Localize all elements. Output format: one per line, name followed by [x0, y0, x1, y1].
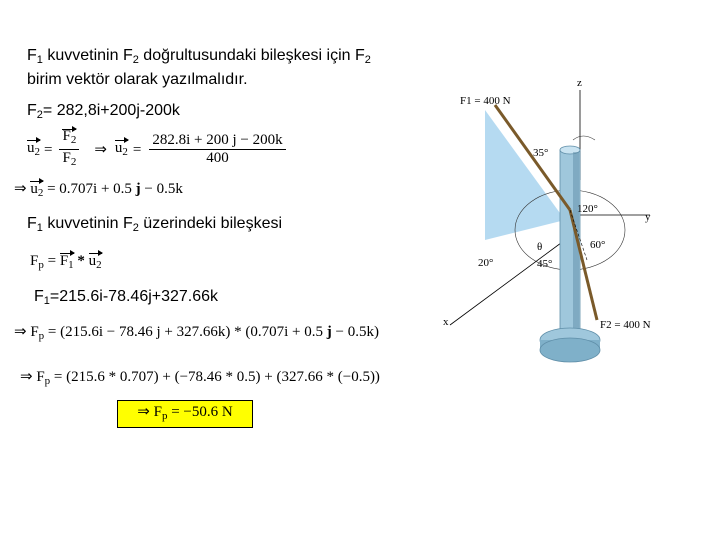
projection-formula: $F_p = F_1 * u_2$: [30, 252, 102, 274]
base-bottom: [540, 338, 600, 362]
angle-45-label: 45°: [537, 258, 553, 270]
f1-vector-text: $F_1=215.6i-78.46j+327.66k$: [34, 288, 219, 307]
f2-vector-text: $F_2= 282,8i+200j-200k$: [27, 102, 180, 121]
unit-fraction-rhs: $\frac{282.8i + 200 j - 200k}{400}$: [149, 132, 285, 167]
equation-2: ⇒ $F_p = (215.6 * 0.707) + (-78.46 * 0.5) + (327.66 * (-0.5))$: [20, 369, 380, 387]
u2-symbol: $u_2$: [27, 139, 40, 161]
axis-y-label: y: [645, 211, 651, 223]
intro-line-1: $F_1$ kuvvetinin $F_2$ doğrultusundaki bileşkesi için $F_2$: [27, 47, 371, 66]
angle-arc-35: [573, 136, 595, 140]
axis-z-label: z: [577, 77, 582, 89]
intro-text: [27, 46, 427, 90]
f1-label: F1 = 400 N: [460, 95, 511, 107]
unit-vector-result: ⇒ $u_2 = 0.707i + 0.5$ j − 0.5k: [14, 180, 183, 202]
result-box: [117, 400, 253, 428]
intro-line-2: birim vektör olarak yazılmalıdır.: [27, 71, 248, 88]
projection-title: $F_1$ kuvvetinin $F_2$ üzerindeki bileşkesi: [27, 215, 283, 234]
angle-35-label: 35°: [533, 147, 549, 159]
angle-60-label: 60°: [590, 239, 606, 251]
unit-vector-equation: $u_2$ = $\frac{F_2}{F_2}$ ⇒ $u_2$ = $\frac{282.8i + 200 j - 200k}{400}$: [27, 128, 289, 171]
unit-fraction-lhs: $\frac{F_2}{F_2}$: [59, 128, 79, 171]
x-axis: [450, 240, 565, 325]
equation-1: ⇒ $F_p = (215.6i - 78.46$ j + 327.66k) * (0.707i + 0.5 j − 0.5k): [14, 324, 379, 342]
f2-label: F2 = 400 N: [600, 319, 651, 331]
axis-x-label: x: [443, 316, 449, 328]
angle-theta-label: θ: [537, 241, 543, 253]
angle-120-label: 120°: [577, 203, 598, 215]
force-figure: [425, 70, 715, 380]
result-text: ⇒ $F_p = -50.6$ N: [137, 404, 233, 422]
plane: [485, 110, 565, 240]
angle-20-label: 20°: [478, 257, 494, 269]
